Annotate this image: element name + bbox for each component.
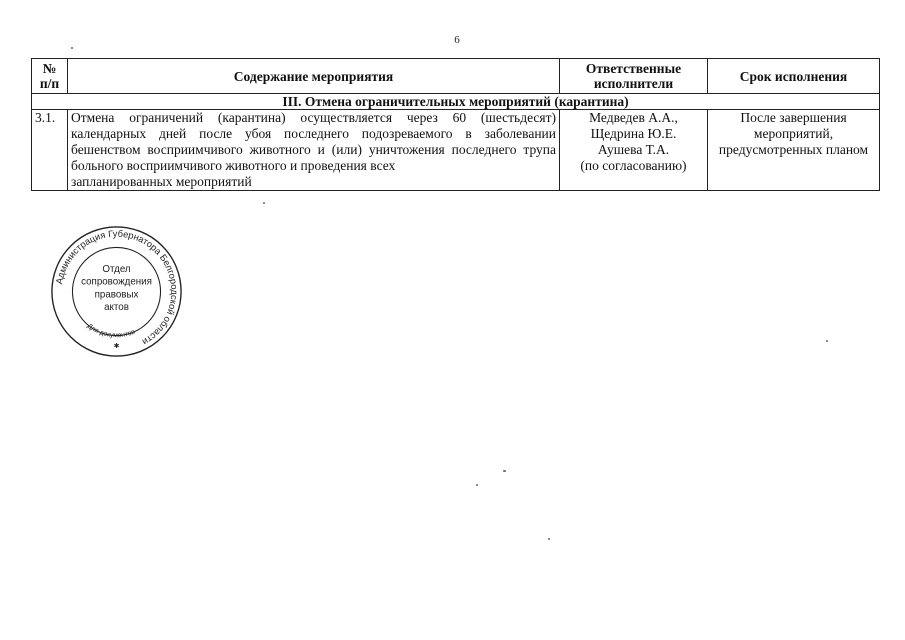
stamp-star-icon: ✱ bbox=[113, 343, 120, 351]
row-content-end: запланированных мероприятий bbox=[71, 174, 252, 189]
row-content-text: Отмена ограничений (карантина) осуществляется через 60 (шестьдесят) календарных дней после убоя последнего подозреваемого в заболевании бешенством восприимчивого животного и (или) уничтожения последнего трупа больного восприимчивого животного и проведения всех bbox=[71, 110, 556, 173]
scan-speck bbox=[71, 47, 73, 49]
header-deadline: Срок исполнения bbox=[708, 59, 880, 94]
stamp-line-3: правовых bbox=[94, 289, 139, 301]
header-responsible: Ответственные исполнители bbox=[560, 59, 708, 94]
scan-speck bbox=[826, 340, 828, 342]
stamp-line-1: Отдел bbox=[102, 263, 131, 275]
row-content bbox=[68, 110, 560, 191]
scan-speck bbox=[263, 202, 265, 204]
plan-table bbox=[31, 58, 880, 191]
scan-speck bbox=[548, 538, 550, 540]
section-row bbox=[32, 94, 880, 110]
stamp-line-4: актов bbox=[104, 302, 129, 314]
section-title: III. Отмена ограничительных мероприятий (карантина) bbox=[32, 94, 880, 110]
table-header-row bbox=[32, 59, 880, 94]
stamp-line-2: сопровождения bbox=[81, 276, 152, 288]
header-number: № п/п bbox=[32, 59, 68, 94]
scan-speck bbox=[476, 484, 478, 486]
row-responsible: Медведев А.А., Щедрина Ю.Е. Аушева Т.А. (по согласованию) bbox=[560, 110, 708, 191]
table-row bbox=[32, 110, 880, 191]
row-number: 3.1. bbox=[32, 110, 68, 191]
row-deadline: После завершения мероприятий, предусмотренных планом bbox=[708, 110, 880, 191]
stamp-outer-text: Администрация Губернатора Белгородской области bbox=[54, 228, 180, 348]
scan-speck bbox=[503, 470, 506, 472]
header-content: Содержание мероприятия bbox=[68, 59, 560, 94]
stamp-bottom-text: Для документов bbox=[85, 322, 137, 340]
page-number: 6 bbox=[454, 34, 460, 46]
stamp-seal bbox=[48, 223, 185, 360]
